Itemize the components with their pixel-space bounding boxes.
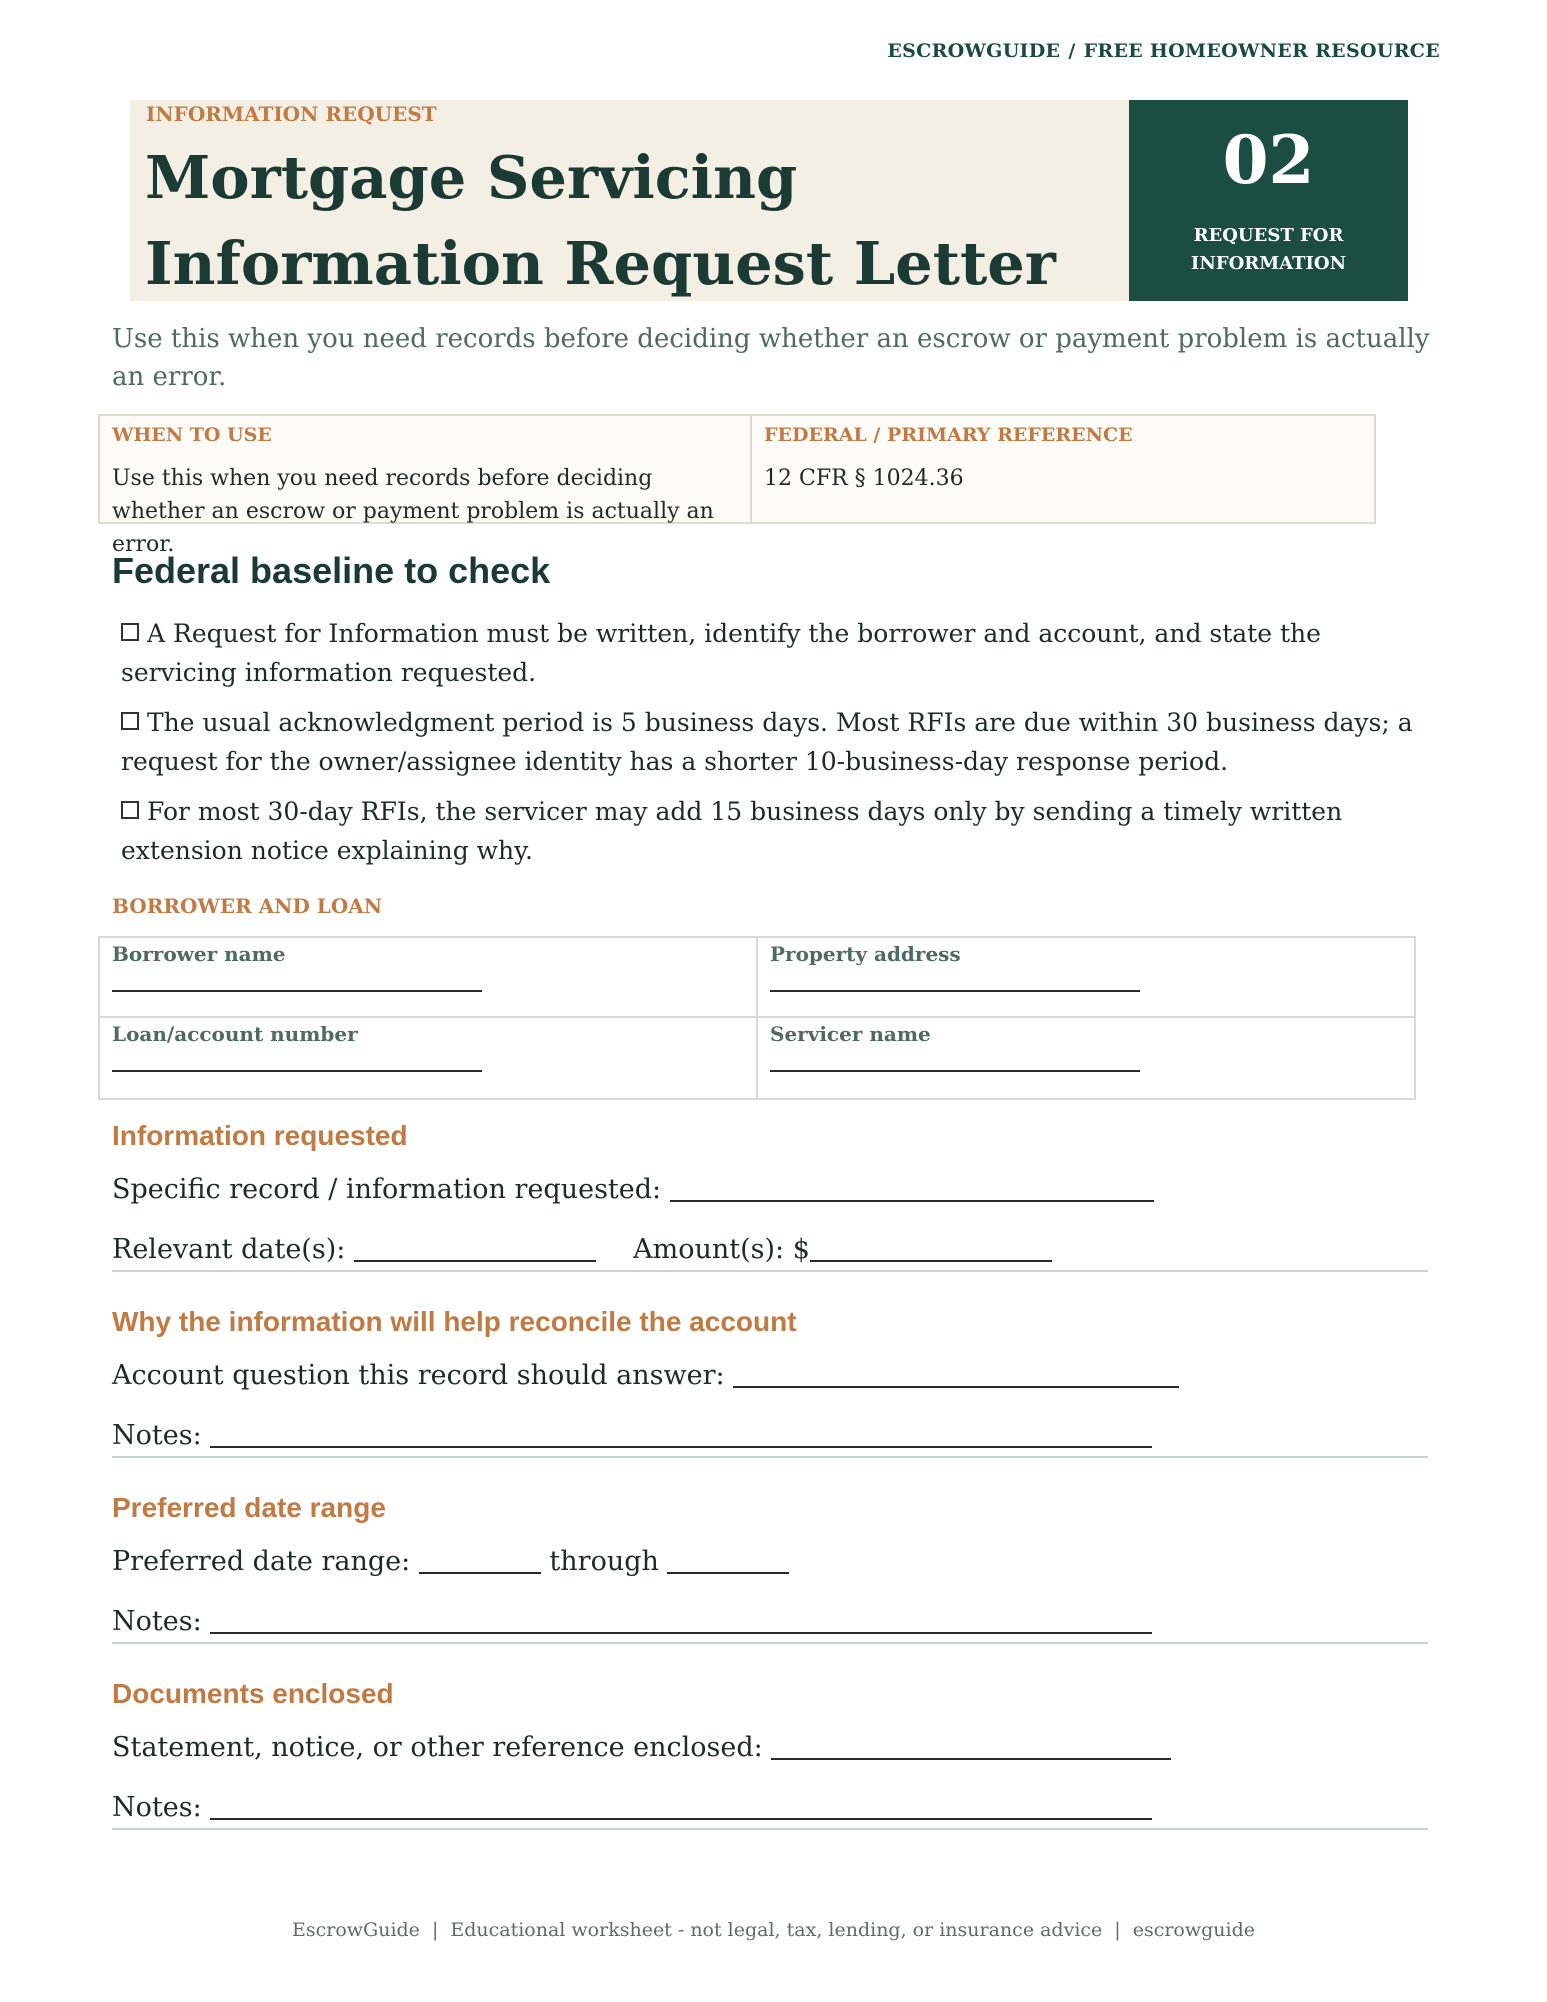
fill-line[interactable] [770, 1070, 1140, 1072]
section-documents-enclosed [112, 1678, 1428, 1830]
form-number: 02 [1222, 121, 1315, 199]
notes-blank[interactable] [210, 1424, 1152, 1448]
field-label: Statement, notice, or other reference enclosed: [112, 1732, 763, 1763]
section-heading: Documents enclosed [112, 1678, 394, 1709]
field-label: Specific record / information requested: [112, 1174, 662, 1205]
checklist-item [121, 792, 1441, 870]
borrower-name-field[interactable] [100, 938, 758, 1018]
fill-line[interactable] [770, 990, 1140, 992]
record-requested-row [112, 1172, 1154, 1208]
checklist-item-text: The usual acknowledgment period is 5 business days. Most RFIs are due within 30 business days; a request for the owner/assignee identity has a shorter 10-business-day response period. [121, 708, 1413, 776]
relevant-dates-blank[interactable] [354, 1238, 596, 1262]
checkbox-icon[interactable] [121, 801, 139, 819]
field-label: Relevant date(s): [112, 1234, 346, 1265]
fill-line[interactable] [112, 990, 482, 992]
account-question-blank[interactable] [733, 1364, 1179, 1388]
when-to-use-cell [100, 416, 752, 557]
form-number-badge [1129, 100, 1408, 301]
document-category: INFORMATION REQUEST [146, 102, 437, 126]
amounts-blank[interactable] [810, 1238, 1052, 1262]
account-question-row [112, 1358, 1179, 1394]
reference-text: 12 CFR § 1024.36 [764, 466, 964, 491]
date-from-blank[interactable] [419, 1550, 541, 1574]
section-heading: Information requested [112, 1120, 408, 1151]
section-why-information [112, 1306, 1428, 1458]
checkbox-icon[interactable] [121, 623, 139, 641]
notes-row [112, 1418, 1152, 1454]
checklist-item [121, 614, 1441, 692]
notes-row [112, 1790, 1152, 1826]
fill-line[interactable] [112, 1070, 482, 1072]
footer-disclaimer: Educational worksheet - not legal, tax, lending, or insurance advice [450, 1919, 1103, 1941]
document-title: Mortgage Servicing Information Request Letter [145, 143, 1056, 298]
field-label: Borrower name [112, 942, 286, 966]
field-label: Amount(s): $ [633, 1234, 810, 1265]
brand-topline [887, 40, 1440, 62]
dates-amounts-row [112, 1232, 1052, 1268]
brand-tagline: FREE HOMEOWNER RESOURCE [1083, 40, 1440, 62]
borrower-loan-fields [98, 936, 1416, 1100]
document-header [130, 100, 1408, 301]
baseline-heading: Federal baseline to check [112, 550, 551, 591]
field-label: Servicer name [770, 1022, 931, 1046]
baseline-checklist [121, 614, 1441, 881]
notes-blank[interactable] [210, 1796, 1152, 1820]
enclosed-reference-row [112, 1730, 1171, 1766]
usage-reference-table [98, 414, 1376, 557]
checklist-item-text: A Request for Information must be written, identify the borrower and account, and state the servicing information requested. [121, 619, 1321, 687]
section-heading: Preferred date range [112, 1492, 386, 1523]
section-heading: Why the information will help reconcile the account [112, 1306, 797, 1337]
intro-text: Use this when you need records before deciding whether an escrow or payment problem is actually an error. [112, 324, 1430, 392]
checklist-item [121, 703, 1441, 781]
borrower-loan-label: BORROWER AND LOAN [112, 894, 383, 918]
page-footer: EscrowGuide | Educational worksheet - not legal, tax, lending, or insurance advice | escrowguide [291, 1919, 1256, 1941]
section-information-requested [112, 1120, 1428, 1272]
topline-separator: / [1068, 40, 1076, 62]
reference-label: FEDERAL / PRIMARY REFERENCE [764, 424, 1133, 446]
form-number-label: REQUEST FOR INFORMATION [1190, 225, 1347, 274]
field-label: through [549, 1546, 659, 1577]
field-label: Notes: [112, 1606, 202, 1637]
enclosed-reference-blank[interactable] [771, 1736, 1171, 1760]
property-address-field[interactable] [758, 938, 1414, 1018]
field-label: Loan/account number [112, 1022, 358, 1046]
field-label: Property address [770, 942, 961, 966]
notes-blank[interactable] [210, 1610, 1152, 1634]
field-label: Account question this record should answer: [112, 1360, 725, 1391]
notes-row [112, 1604, 1152, 1640]
field-label: Preferred date range: [112, 1546, 411, 1577]
checkbox-icon[interactable] [121, 712, 139, 730]
loan-account-number-field[interactable] [100, 1018, 758, 1098]
field-label: Notes: [112, 1420, 202, 1451]
checklist-item-text: For most 30-day RFIs, the servicer may add 15 business days only by sending a timely written extension notice explaining why. [121, 797, 1343, 865]
when-to-use-text: Use this when you need records before deciding whether an escrow or payment problem is actually an error. [112, 466, 714, 557]
footer-site: escrowguide [1132, 1919, 1256, 1941]
section-preferred-date-range [112, 1492, 1428, 1644]
when-to-use-label: WHEN TO USE [112, 424, 272, 446]
servicer-name-field[interactable] [758, 1018, 1414, 1098]
field-label: Notes: [112, 1792, 202, 1823]
date-range-row [112, 1544, 789, 1580]
brand-name: ESCROWGUIDE [887, 40, 1061, 62]
footer-brand: EscrowGuide [291, 1919, 420, 1941]
reference-cell [752, 416, 1374, 522]
record-requested-blank[interactable] [670, 1178, 1154, 1202]
date-to-blank[interactable] [667, 1550, 789, 1574]
